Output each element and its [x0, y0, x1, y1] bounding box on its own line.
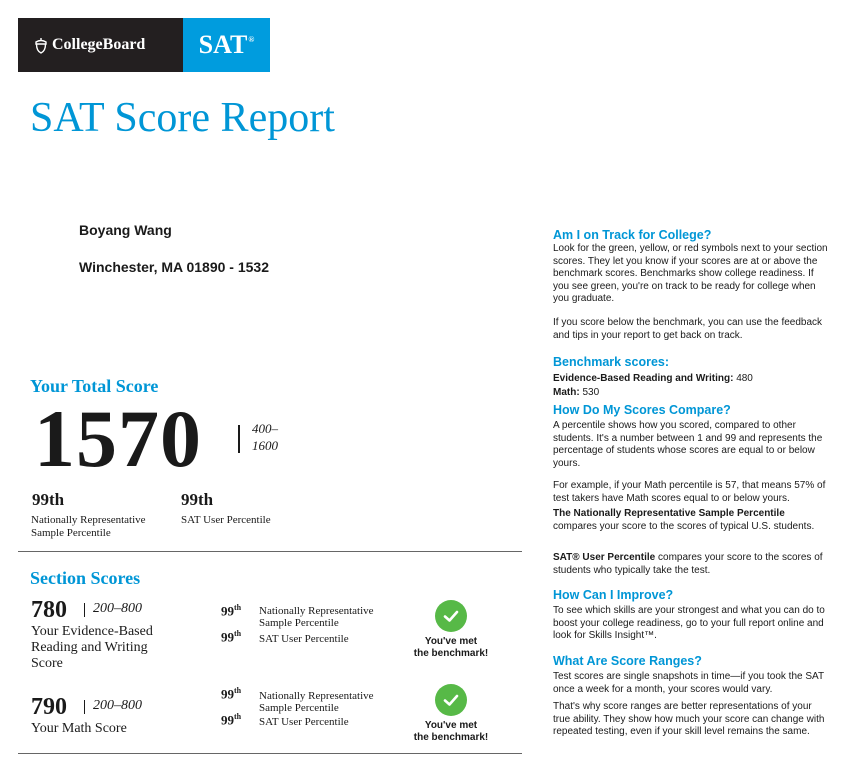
- math-score-range: 200–800: [93, 698, 142, 713]
- track-paragraph-1: Look for the green, yellow, or red symbols next to your section scores. They let you know if your scores are at or above the benchmark scores. Benchmarks show college readiness. If you see green, you're on track to be ready for college when you graduate.: [553, 243, 828, 304]
- ebrw-bench-line1: You've met: [424, 636, 478, 647]
- benchmark-math: [553, 387, 831, 400]
- ebrw-nat-label-line2: Sample Percentile: [259, 617, 339, 629]
- ebrw-nat-percentile-value: 99: [221, 603, 234, 619]
- math-user-percentile-label: SAT User Percentile: [259, 716, 349, 728]
- benchmark-ebrw-label: Evidence-Based Reading and Writing:: [553, 373, 734, 384]
- compare-paragraph-1: A percentile shows how you scored, compared to other students. It's a number between 1 and 99 and represents the percentage of students whose scores are equal to or below yours.: [553, 420, 823, 469]
- math-benchmark-text: [406, 720, 496, 744]
- section-scores-heading: Section Scores: [30, 568, 141, 588]
- total-score-heading: Your Total Score: [30, 376, 159, 396]
- compare-heading: How Do My Scores Compare?: [553, 403, 731, 417]
- logo-product-text: SAT: [198, 30, 248, 59]
- math-bench-line2: the benchmark!: [413, 732, 489, 743]
- acorn-icon: [34, 37, 48, 54]
- student-name: Boyang Wang: [79, 222, 172, 238]
- track-heading: Am I on Track for College?: [553, 228, 712, 242]
- ebrw-score-range: 200–800: [93, 601, 142, 616]
- math-score-value: 790: [31, 694, 67, 720]
- ranges-heading: What Are Score Ranges?: [553, 654, 702, 668]
- total-user-percentile-suffix: th: [198, 490, 214, 509]
- compare-p3-rest: compares your score to the scores of typical U.S. students.: [553, 520, 815, 532]
- math-user-percentile-suffix: th: [234, 712, 242, 721]
- total-user-percentile-label: SAT User Percentile: [181, 514, 271, 526]
- total-nat-label-line2: Sample Percentile: [31, 527, 111, 539]
- total-range-low: 400–: [252, 421, 278, 436]
- math-score-divider: [84, 700, 85, 714]
- math-nat-percentile-value: 99: [221, 686, 234, 702]
- total-score-value: 1570: [34, 393, 202, 484]
- ebrw-checkmark-icon: [435, 600, 467, 632]
- ebrw-user-percentile-label: SAT User Percentile: [259, 633, 349, 645]
- math-bench-line1: You've met: [424, 720, 478, 731]
- total-score-range: [252, 420, 278, 454]
- ranges-paragraph-1: Test scores are single snapshots in time—if you took the SAT once a week for a month, your scores would vary.: [553, 671, 824, 695]
- math-user-percentile: [221, 712, 241, 728]
- ebrw-label-line2: Reading and Writing: [31, 640, 148, 655]
- benchmark-math-label: Math:: [553, 387, 580, 398]
- logo-brand-text: CollegeBoard: [52, 36, 146, 53]
- ebrw-user-percentile-suffix: th: [234, 629, 242, 638]
- compare-paragraph-2: For example, if your Math percentile is 57, that means 57% of test takers have Math scores equal to or below yours.: [553, 480, 826, 504]
- math-nat-label-line2: Sample Percentile: [259, 702, 339, 714]
- ebrw-user-percentile: [221, 629, 241, 645]
- total-score-divider: [238, 425, 240, 453]
- math-score-label: Your Math Score: [31, 721, 127, 736]
- compare-p4-bold: SAT® User Percentile: [553, 552, 656, 563]
- total-user-percentile: [181, 490, 213, 510]
- math-user-percentile-value: 99: [221, 712, 234, 728]
- total-user-percentile-value: 99: [181, 490, 198, 509]
- divider-bottom: [18, 753, 522, 754]
- ebrw-benchmark-text: [406, 636, 496, 660]
- ranges-paragraph-2: That's why score ranges are better representations of your true ability. They show how much your score can change with repeated testing, even if your skill level remains the same.: [553, 701, 825, 737]
- benchmark-ebrw-value: 480: [736, 373, 753, 384]
- math-checkmark-icon: [435, 684, 467, 716]
- ebrw-nat-percentile: [221, 603, 241, 619]
- ebrw-bench-line2: the benchmark!: [413, 648, 489, 659]
- logo-product-block: [183, 18, 270, 72]
- ebrw-label-line1: Your Evidence-Based: [31, 624, 153, 639]
- compare-p3-bold: The Nationally Representative Sample Percentile: [553, 508, 785, 519]
- ebrw-score-label: [31, 624, 181, 672]
- student-address: Winchester, MA 01890 - 1532: [79, 259, 270, 275]
- ebrw-user-percentile-value: 99: [221, 629, 234, 645]
- total-nat-percentile-label: [31, 514, 146, 540]
- ebrw-nat-percentile-label: [259, 605, 374, 629]
- total-range-high: 1600: [252, 438, 278, 453]
- math-nat-percentile-label: [259, 690, 374, 714]
- ebrw-score-value: 780: [31, 597, 67, 623]
- ebrw-nat-label-line1: Nationally Representative: [259, 605, 374, 617]
- math-nat-percentile: [221, 686, 241, 702]
- compare-p4-rest: compares your score to the scores of students who typically take the test.: [553, 552, 823, 576]
- compare-paragraph-4: [553, 552, 831, 577]
- ebrw-label-line3: Score: [31, 656, 63, 671]
- total-nat-percentile: [32, 490, 64, 510]
- total-nat-percentile-value: 99: [32, 490, 49, 509]
- math-nat-label-line1: Nationally Representative: [259, 690, 374, 702]
- track-paragraph-2: If you score below the benchmark, you can use the feedback and tips in your report to get back on track.: [553, 317, 823, 341]
- logo-brand-block: [18, 18, 183, 72]
- benchmark-heading: Benchmark scores:: [553, 355, 670, 369]
- math-nat-percentile-suffix: th: [234, 686, 242, 695]
- benchmark-ebrw: [553, 373, 831, 386]
- collegeboard-logo: [18, 18, 270, 72]
- registered-mark: ®: [248, 34, 255, 44]
- divider-top: [18, 551, 522, 552]
- total-nat-label-line1: Nationally Representative: [31, 514, 146, 526]
- page-title: SAT Score Report: [30, 95, 335, 141]
- improve-heading: How Can I Improve?: [553, 588, 674, 602]
- compare-paragraph-3: [553, 508, 831, 533]
- ebrw-nat-percentile-suffix: th: [234, 603, 242, 612]
- benchmark-math-value: 530: [582, 387, 600, 398]
- total-nat-percentile-suffix: th: [49, 490, 65, 509]
- ebrw-score-divider: [84, 603, 85, 617]
- improve-paragraph: To see which skills are your strongest and what you can do to boost your college readiness, go to your full report online and look for Skills Insight™.: [553, 605, 825, 641]
- checkmark-icon: [442, 607, 460, 625]
- checkmark-icon: [442, 691, 460, 709]
